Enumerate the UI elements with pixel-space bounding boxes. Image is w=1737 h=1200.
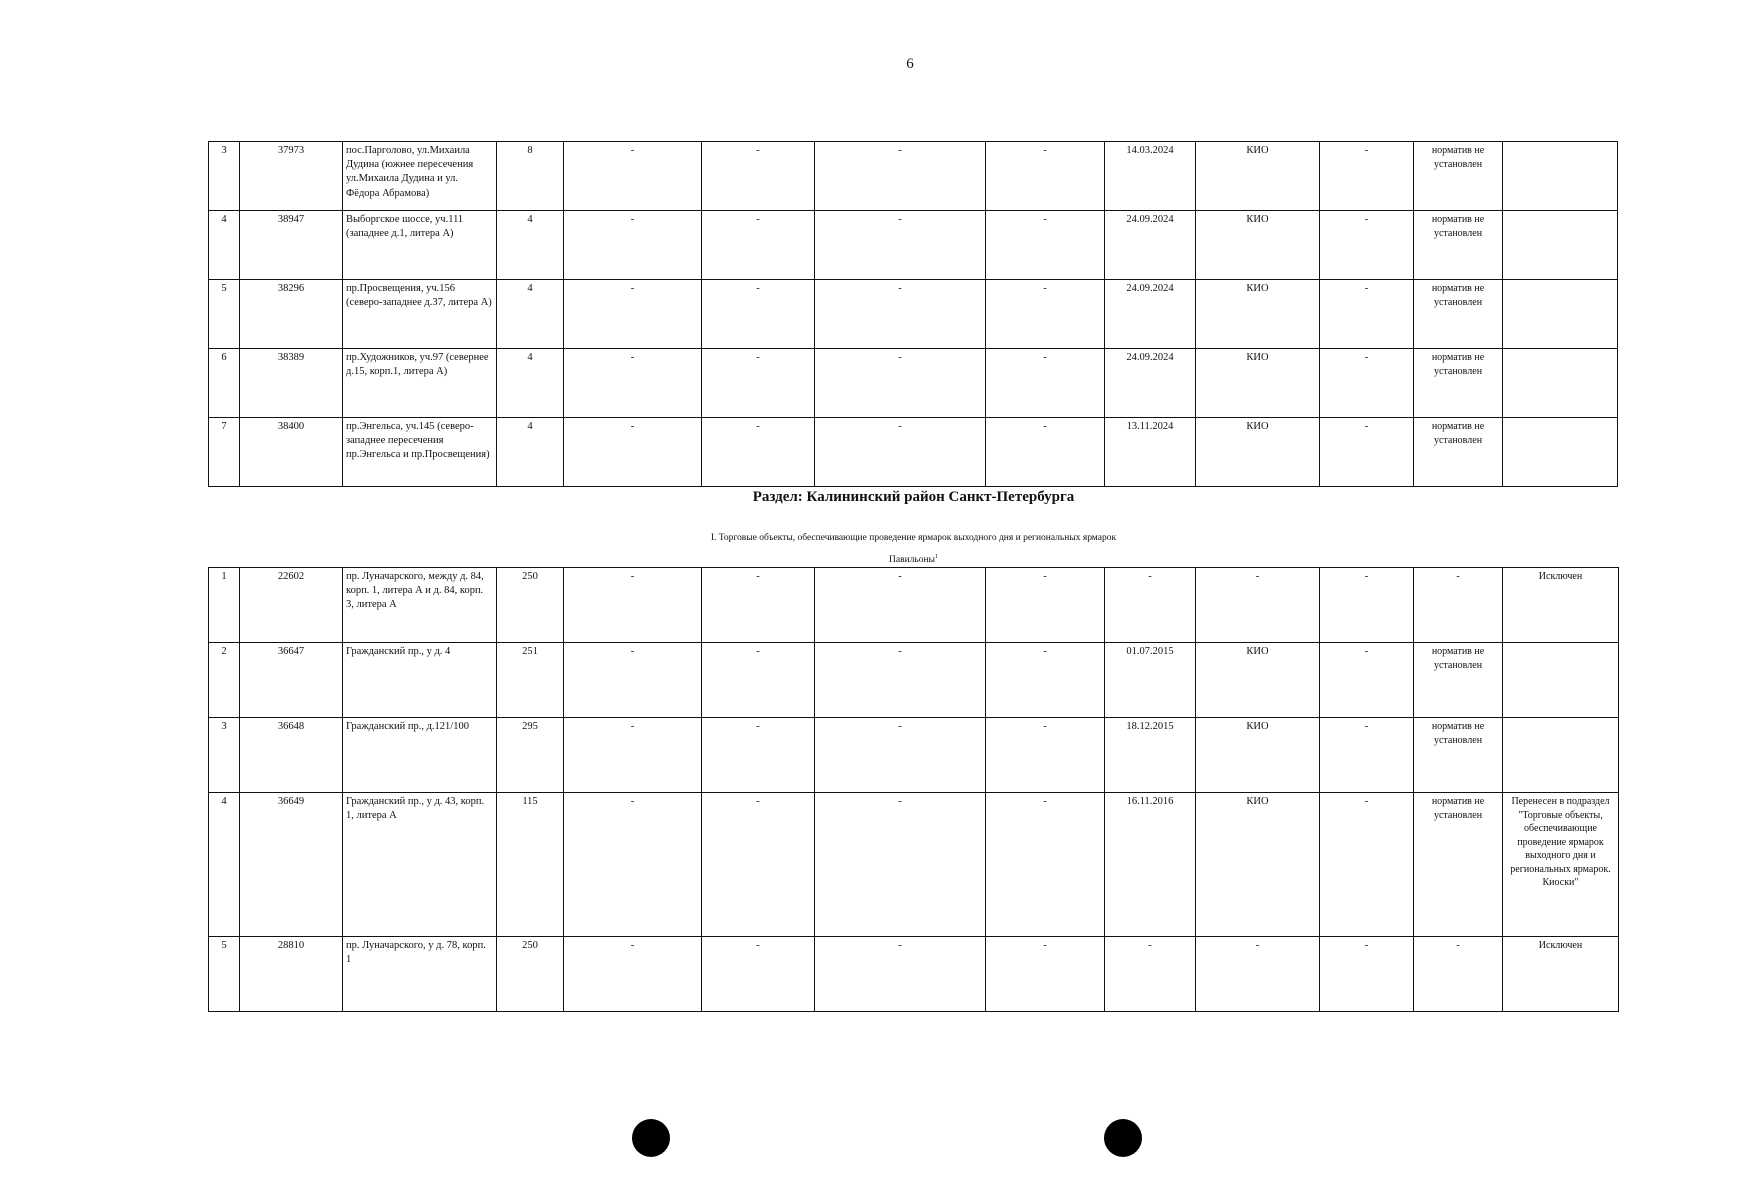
cell-col11-cell: - xyxy=(1320,568,1414,643)
note-cell xyxy=(1503,418,1618,487)
area-cell: 4 xyxy=(497,418,564,487)
category-label xyxy=(208,554,1619,565)
cell-col8-cell: - xyxy=(986,718,1105,793)
area-cell: 4 xyxy=(497,349,564,418)
cell-col11-cell: - xyxy=(1320,937,1414,1012)
cell-col7-cell: - xyxy=(815,142,986,211)
address-cell: пр. Луначарского, у д. 78, корп. 1 xyxy=(343,937,497,1012)
cell-col5-cell: - xyxy=(564,718,702,793)
cell-col5-cell: - xyxy=(564,937,702,1012)
table-row xyxy=(209,211,1618,280)
cell-col6-cell: - xyxy=(702,142,815,211)
page-number: 6 xyxy=(906,56,914,72)
cell-col6-cell: - xyxy=(702,418,815,487)
row-number-cell: 4 xyxy=(209,793,240,937)
note-cell xyxy=(1503,349,1618,418)
organization-cell: КИО xyxy=(1196,643,1320,718)
object-id-cell: 36649 xyxy=(240,793,343,937)
cell-col6-cell: - xyxy=(702,280,815,349)
bottom-table xyxy=(208,567,1619,1012)
organization-cell: КИО xyxy=(1196,418,1320,487)
norm-status-cell: норматив не установлен xyxy=(1414,280,1503,349)
area-cell: 4 xyxy=(497,280,564,349)
address-cell: Гражданский пр., у д. 43, корп. 1, литера А xyxy=(343,793,497,937)
organization-cell: КИО xyxy=(1196,142,1320,211)
area-cell: 115 xyxy=(497,793,564,937)
row-number-cell: 5 xyxy=(209,280,240,349)
organization-cell: КИО xyxy=(1196,211,1320,280)
note-cell xyxy=(1503,280,1618,349)
area-cell: 295 xyxy=(497,718,564,793)
table-row xyxy=(209,349,1618,418)
cell-col11-cell: - xyxy=(1320,793,1414,937)
cell-col6-cell: - xyxy=(702,718,815,793)
cell-col8-cell: - xyxy=(986,418,1105,487)
row-number-cell: 7 xyxy=(209,418,240,487)
date-cell: 13.11.2024 xyxy=(1105,418,1196,487)
row-number-cell: 3 xyxy=(209,142,240,211)
note-cell xyxy=(1503,142,1618,211)
norm-status-cell: - xyxy=(1414,937,1503,1012)
cell-col11-cell: - xyxy=(1320,211,1414,280)
cell-col6-cell: - xyxy=(702,643,815,718)
cell-col11-cell: - xyxy=(1320,643,1414,718)
cell-col7-cell: - xyxy=(815,718,986,793)
address-cell: пр.Просвещения, уч.156 (северо-западнее д.37, литера А) xyxy=(343,280,497,349)
cell-col6-cell: - xyxy=(702,793,815,937)
address-cell: Гражданский пр., у д. 4 xyxy=(343,643,497,718)
object-id-cell: 38389 xyxy=(240,349,343,418)
object-id-cell: 38947 xyxy=(240,211,343,280)
row-number-cell: 5 xyxy=(209,937,240,1012)
cell-col11-cell: - xyxy=(1320,718,1414,793)
cell-col7-cell: - xyxy=(815,280,986,349)
object-id-cell: 22602 xyxy=(240,568,343,643)
note-cell xyxy=(1503,718,1619,793)
norm-status-cell: норматив не установлен xyxy=(1414,793,1503,937)
norm-status-cell: норматив не установлен xyxy=(1414,418,1503,487)
cell-col7-cell: - xyxy=(815,418,986,487)
date-cell: 24.09.2024 xyxy=(1105,211,1196,280)
date-cell: - xyxy=(1105,937,1196,1012)
cell-col8-cell: - xyxy=(986,211,1105,280)
table-row xyxy=(209,418,1618,487)
organization-cell: КИО xyxy=(1196,718,1320,793)
cell-col7-cell: - xyxy=(815,793,986,937)
row-number-cell: 2 xyxy=(209,643,240,718)
category-footnote: 1 xyxy=(934,554,938,560)
address-cell: пос.Парголово, ул.Михаила Дудина (южнее пересечения ул.Михаила Дудина и ул. Фёдора Абрамова) xyxy=(343,142,497,211)
table-row xyxy=(209,718,1619,793)
table-row xyxy=(209,142,1618,211)
address-cell: Гражданский пр., д.121/100 xyxy=(343,718,497,793)
address-cell: пр.Энгельса, уч.145 (северо-западнее пересечения пр.Энгельса и пр.Просвещения) xyxy=(343,418,497,487)
norm-status-cell: норматив не установлен xyxy=(1414,349,1503,418)
row-number-cell: 1 xyxy=(209,568,240,643)
object-id-cell: 36648 xyxy=(240,718,343,793)
cell-col8-cell: - xyxy=(986,937,1105,1012)
area-cell: 4 xyxy=(497,211,564,280)
norm-status-cell: - xyxy=(1414,568,1503,643)
table-row xyxy=(209,937,1619,1012)
category-label-text: Павильоны xyxy=(889,555,935,566)
date-cell: 24.09.2024 xyxy=(1105,280,1196,349)
cell-col5-cell: - xyxy=(564,643,702,718)
organization-cell: - xyxy=(1196,568,1320,643)
top-table xyxy=(208,141,1618,487)
cell-col7-cell: - xyxy=(815,349,986,418)
cell-col6-cell: - xyxy=(702,211,815,280)
cell-col7-cell: - xyxy=(815,937,986,1012)
cell-col8-cell: - xyxy=(986,568,1105,643)
organization-cell: - xyxy=(1196,937,1320,1012)
norm-status-cell: норматив не установлен xyxy=(1414,142,1503,211)
punch-hole-left xyxy=(632,1119,670,1157)
cell-col5-cell: - xyxy=(564,280,702,349)
row-number-cell: 6 xyxy=(209,349,240,418)
object-id-cell: 37973 xyxy=(240,142,343,211)
cell-col5-cell: - xyxy=(564,568,702,643)
cell-col7-cell: - xyxy=(815,211,986,280)
norm-status-cell: норматив не установлен xyxy=(1414,211,1503,280)
date-cell: 18.12.2015 xyxy=(1105,718,1196,793)
table-row xyxy=(209,793,1619,937)
punch-hole-right xyxy=(1104,1119,1142,1157)
note-cell: Исключен xyxy=(1503,937,1619,1012)
note-cell xyxy=(1503,643,1619,718)
cell-col11-cell: - xyxy=(1320,349,1414,418)
norm-status-cell: норматив не установлен xyxy=(1414,643,1503,718)
cell-col11-cell: - xyxy=(1320,418,1414,487)
cell-col8-cell: - xyxy=(986,349,1105,418)
cell-col7-cell: - xyxy=(815,568,986,643)
table-row xyxy=(209,568,1619,643)
object-id-cell: 38400 xyxy=(240,418,343,487)
address-cell: пр. Луначарского, между д. 84, корп. 1, литера А и д. 84, корп. 3, литера А xyxy=(343,568,497,643)
section-title: Раздел: Калининский район Санкт-Петербурга xyxy=(752,489,1075,505)
cell-col8-cell: - xyxy=(986,643,1105,718)
area-cell: 250 xyxy=(497,937,564,1012)
date-cell: - xyxy=(1105,568,1196,643)
cell-col6-cell: - xyxy=(702,937,815,1012)
date-cell: 16.11.2016 xyxy=(1105,793,1196,937)
cell-col6-cell: - xyxy=(702,568,815,643)
table-row xyxy=(209,280,1618,349)
cell-col6-cell: - xyxy=(702,349,815,418)
address-cell: Выборгское шоссе, уч.111 (западнее д.1, литера А) xyxy=(343,211,497,280)
area-cell: 8 xyxy=(497,142,564,211)
cell-col5-cell: - xyxy=(564,349,702,418)
date-cell: 14.03.2024 xyxy=(1105,142,1196,211)
organization-cell: КИО xyxy=(1196,280,1320,349)
row-number-cell: 3 xyxy=(209,718,240,793)
area-cell: 251 xyxy=(497,643,564,718)
norm-status-cell: норматив не установлен xyxy=(1414,718,1503,793)
cell-col7-cell: - xyxy=(815,643,986,718)
cell-col8-cell: - xyxy=(986,280,1105,349)
organization-cell: КИО xyxy=(1196,793,1320,937)
area-cell: 250 xyxy=(497,568,564,643)
note-cell xyxy=(1503,211,1618,280)
note-cell: Перенесен в подраздел "Торговые объекты, обеспечивающие проведение ярмарок выходного дня и региональных ярмарок. Киоски" xyxy=(1503,793,1619,937)
table-row xyxy=(209,643,1619,718)
cell-col8-cell: - xyxy=(986,142,1105,211)
note-cell: Исключен xyxy=(1503,568,1619,643)
cell-col5-cell: - xyxy=(564,211,702,280)
organization-cell: КИО xyxy=(1196,349,1320,418)
subsection-title: I. Торговые объекты, обеспечивающие проведение ярмарок выходного дня и региональных ярмарок xyxy=(710,533,1117,543)
object-id-cell: 28810 xyxy=(240,937,343,1012)
cell-col5-cell: - xyxy=(564,142,702,211)
cell-col11-cell: - xyxy=(1320,280,1414,349)
cell-col11-cell: - xyxy=(1320,142,1414,211)
date-cell: 24.09.2024 xyxy=(1105,349,1196,418)
cell-col5-cell: - xyxy=(564,793,702,937)
row-number-cell: 4 xyxy=(209,211,240,280)
object-id-cell: 36647 xyxy=(240,643,343,718)
cell-col5-cell: - xyxy=(564,418,702,487)
date-cell: 01.07.2015 xyxy=(1105,643,1196,718)
cell-col8-cell: - xyxy=(986,793,1105,937)
address-cell: пр.Художников, уч.97 (севернее д.15, корп.1, литера А) xyxy=(343,349,497,418)
object-id-cell: 38296 xyxy=(240,280,343,349)
